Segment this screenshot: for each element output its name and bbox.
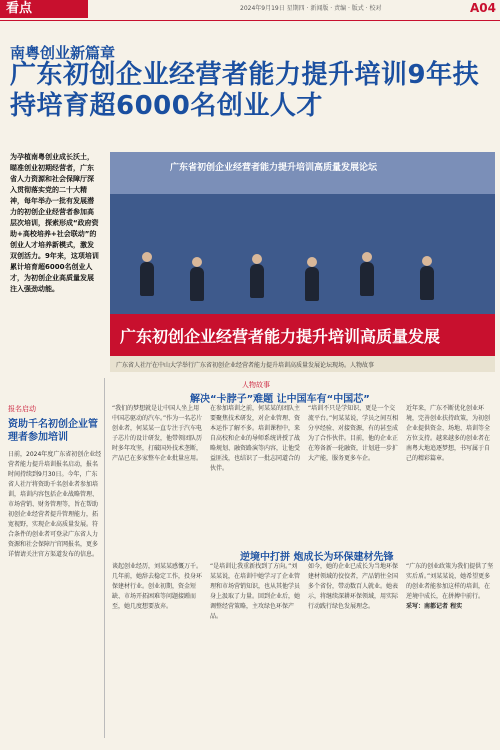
photo-banner-text: 广东省初创企业经营者能力提升培训高质量发展论坛 bbox=[170, 163, 378, 173]
article-headline: 广东初创企业经营者能力提升培训9年扶持培育超6000名创业人才 bbox=[10, 60, 480, 121]
section-tag: 看点 bbox=[0, 0, 88, 18]
body-column-8 bbox=[406, 562, 494, 612]
photo-banner bbox=[110, 152, 495, 194]
subheading-2: 逆境中打拼 炮成长为环保建材先锋 bbox=[240, 552, 394, 563]
body-column-8-text: “广东的创业政策为我们提供了坚实后盾。”刘某某说，她希望更多的创业者能参加这样的培训，在逆境中成长，在拼搏中前行。 bbox=[406, 563, 494, 600]
photo-stage bbox=[110, 194, 495, 314]
header-info: 2024年9月19日 星期四 · 新闻版 · 责编 · 版式 · 校对 bbox=[240, 5, 382, 12]
main-photo bbox=[110, 152, 495, 372]
speaker-figure bbox=[360, 262, 374, 296]
body-column-6: “是培训让我重新找到了方向。”刘某某说，在培训中她学习了企业管理和市场营销知识，也从其他学员身上汲取了力量。回到企业后，她调整经营策略，主攻绿色环保产品。 bbox=[210, 563, 301, 620]
photo-caption: 广东省人社厅在中山大学举行广东省初创企业经营者能力提升培训高质量发展论坛现场。人物故事 bbox=[110, 356, 495, 372]
speaker-figure bbox=[140, 262, 154, 296]
article-kicker: 南粤创业新篇章 bbox=[10, 44, 116, 62]
article-signature: 采写：南都记者 程实 bbox=[406, 603, 463, 610]
page-header bbox=[0, 0, 500, 18]
speaker-figure bbox=[190, 267, 204, 301]
article-lead: 为孕植南粤创业成长沃土，瞄准创业初期经营者，广东省人力资源和社会保障厅深入贯彻落实党的二十大精神，每年举办一批有发展潜力的初创企业经营者参加高层次培训，探索形成“政府资助+高校培养+社会联动”的创业人才培养新模式，激发双创活力。9年来，这项培训累计培育超6000名创业人才，为初创企业高质量发展注入强劲动能。 bbox=[10, 153, 99, 293]
sidebar-body: 日前，2024年度广东省初创企业经营者能力提升培训报名启动，报名时间持续到9月30日。今年，广东省人社厅将资助千名创业者参加培训，培训内容包括企业战略管理、市场营销、财务管理等，旨在帮助初创企业经营者提升管理能力，拓宽视野，实现企业高质量发展。符合条件的创业者可登录广东省人力资源和社会保障厅官网报名，更多详情请关注官方渠道发布的信息。 bbox=[8, 451, 102, 558]
page-number: A04 bbox=[470, 1, 496, 15]
body-column-3: “培训不只是学知识，更是一个交流平台。”何某某说，学员之间互相分享经验、对接资源，有的甚至成为了合作伙伴。目前，他的企业正在筹备新一轮融资，计划进一步扩大产能，服务更多车企。 bbox=[308, 405, 399, 462]
column-divider bbox=[104, 378, 105, 738]
sidebar bbox=[8, 404, 102, 560]
body-column-5: 谈起创业经历，刘某某感慨万千。几年前，她辞去稳定工作，投身环保建材行业。创业初期，资金短缺、市场开拓困难等问题接踵而至，她几度想要放弃。 bbox=[112, 563, 203, 610]
header-divider bbox=[0, 20, 500, 21]
byline-tag: 人物故事 bbox=[242, 381, 270, 389]
speaker-figure bbox=[305, 267, 319, 301]
speaker-figure bbox=[250, 264, 264, 298]
sidebar-tag: 报名启动 bbox=[8, 405, 36, 413]
photo-stripe-text: 广东初创企业经营者能力提升培训高质量发展 bbox=[120, 327, 441, 346]
speaker-figure bbox=[420, 266, 434, 300]
subheading-1: 解决“卡脖子”难题 让中国车有“中国芯” bbox=[190, 394, 370, 405]
body-column-2: 在参加培训之前，何某某的团队主要聚焦技术研发，对企业管理、资本运作了解不多。培训课程中，来自高校和企业的导师系统讲授了战略规划、融资路演等内容，让他受益匪浅，也结识了一批志同道合的伙伴。 bbox=[210, 405, 301, 472]
sidebar-title: 资助千名初创企业管理者参加培训 bbox=[8, 419, 98, 443]
body-column-1: “我们的梦想就是让中国人坐上用中国芯驱动的汽车。”作为一名芯片创业者，何某某一直专注于汽车电子芯片的设计研发，他带领团队历时多年攻坚，打破国外技术垄断，产品已在多家整车企业批量应用。 bbox=[112, 405, 203, 462]
body-column-7: 如今，她的企业已成长为当地环保建材领域的佼佼者，产品销往全国多个省份，带动数百人就业。她表示，将继续深耕环保领域，用实际行动践行绿色发展理念。 bbox=[308, 563, 399, 610]
body-column-4: 近年来，广东不断优化创业环境，完善创业扶持政策，为初创企业提供资金、场地、培训等全方位支持。越来越多的创业者在南粤大地追逐梦想，书写属于自己的精彩篇章。 bbox=[406, 405, 491, 462]
